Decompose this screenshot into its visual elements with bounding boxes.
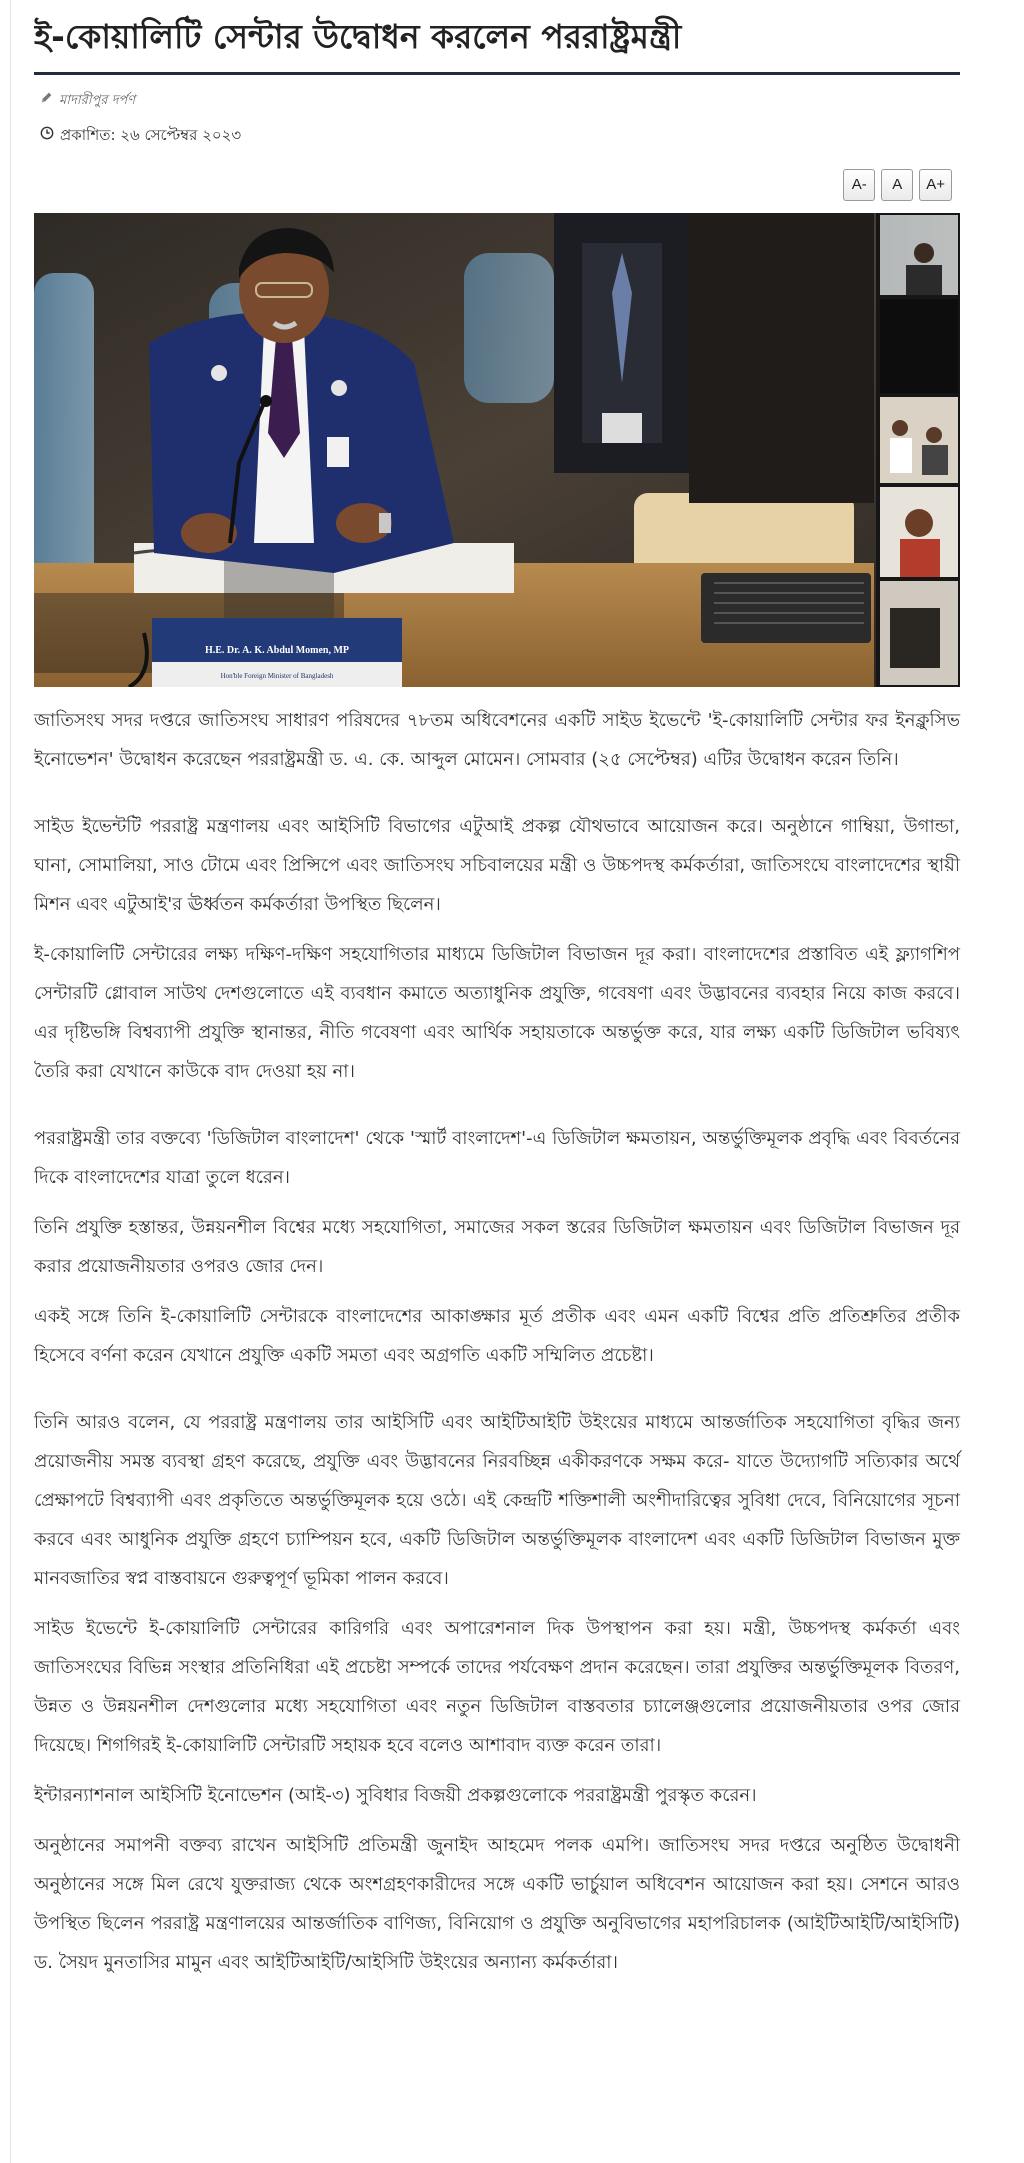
article-body [34, 701, 960, 1982]
paragraph: তিনি আরও বলেন, যে পররাষ্ট্র মন্ত্রণালয় তার আইসিটি এবং আইটিআইটি উইংয়ের মাধ্যমে আন্তর্জাতিক সহযোগিতা বৃদ্ধির জন্য প্রয়োজনীয় সমস্ত ব্যবস্থা গ্রহণ করেছে, প্রযুক্তি এবং উদ্ভাবনের নিরবচ্ছিন্ন একীকরণকে সক্ষম করে- যাতে উদ্যোগটি সত্যিকার অর্থে প্রেক্ষাপটে বিশ্বব্যাপী এবং প্রকৃতিতে অন্তর্ভুক্তিমূলক হয়ে ওঠে। এই কেন্দ্রটি শক্তিশালী অংশীদারিত্বের সুবিধা দেবে, বিনিয়োগের সূচনা করবে এবং আধুনিক প্রযুক্তি গ্রহণে চ্যাম্পিয়ন হবে, একটি ডিজিটাল অন্তর্ভুক্তিমূলক বাংলাদেশ এবং একটি ডিজিটাল বিভাজন মুক্ত মানবজাতির স্বপ্ন বাস্তবায়নে গুরুত্বপূর্ণ ভূমিকা পালন করবে। [34, 1412, 960, 1589]
article-photo [34, 213, 960, 687]
article [34, 0, 960, 1993]
paragraph: পররাষ্ট্রমন্ত্রী তার বক্তব্যে 'ডিজিটাল বাংলাদেশ' থেকে 'স্মার্ট বাংলাদেশ'-এ ডিজিটাল ক্ষমতায়ন, অন্তর্ভুক্তিমূলক প্রবৃদ্ধি এবং বিবর্তনের দিকে বাংলাদেশের যাত্রা তুলে ধরেন। [34, 1128, 960, 1188]
paragraph: তিনি প্রযুক্তি হস্তান্তর, উন্নয়নশীল বিশ্বের মধ্যে সহযোগিতা, সমাজের সকল স্তরের ডিজিটাল ক্ষমতায়ন এবং ডিজিটাল বিভাজন দূর করার প্রয়োজনীয়তার ওপরও জোর দেন। [34, 1217, 960, 1277]
paragraph: একই সঙ্গে তিনি ই-কোয়ালিটি সেন্টারকে বাংলাদেশের আকাঙ্ক্ষার মূর্ত প্রতীক এবং এমন একটি বিশ্বের প্রতি প্রতিশ্রুতির প্রতীক হিসেবে বর্ণনা করেন যেখানে প্রযুক্তি একটি সমতা এবং অগ্রগতি একটি সম্মিলিত প্রচেষ্টা। [34, 1306, 960, 1366]
font-reset-button[interactable]: A [881, 169, 913, 201]
paragraph: ই-কোয়ালিটি সেন্টারের লক্ষ্য দক্ষিণ-দক্ষিণ সহযোগিতার মাধ্যমে ডিজিটাল বিভাজন দূর করা। বাংলাদেশের প্রস্তাবিত এই ফ্ল্যাগশিপ সেন্টারটি গ্লোবাল সাউথ দেশগুলোতে এই ব্যবধান কমাতে অত্যাধুনিক প্রযুক্তি, গবেষণা এবং উদ্ভাবনের ব্যবহার নিয়ে কাজ করবে। এর দৃষ্টিভঙ্গি বিশ্বব্যাপী প্রযুক্তি স্থানান্তর, নীতি গবেষণা এবং আর্থিক সহায়তাকে অন্তর্ভুক্ত করে, যার লক্ষ্য একটি ডিজিটাল ভবিষ্যৎ তৈরি করা যেখানে কাউকে বাদ দেওয়া হয় না। [34, 944, 960, 1082]
author-line [34, 89, 960, 113]
published-line [34, 123, 960, 147]
clock-icon [40, 123, 54, 147]
font-size-controls [34, 169, 960, 205]
font-increase-button[interactable]: A+ [919, 169, 952, 201]
photo-caption-role: Hon'ble Foreign Minister of Bangladesh [220, 672, 334, 680]
pencil-icon [40, 89, 53, 113]
font-decrease-button[interactable]: A- [843, 169, 875, 201]
author-name[interactable]: মাদারীপুর দর্পণ [59, 93, 136, 108]
paragraph: অনুষ্ঠানের সমাপনী বক্তব্য রাখেন আইসিটি প্রতিমন্ত্রী জুনাইদ আহমেদ পলক এমপি। জাতিসংঘ সদর দপ্তরে অনুষ্ঠিত উদ্বোধনী অনুষ্ঠানের সঙ্গে মিল রেখে যুক্তরাজ্য থেকে অংশগ্রহণকারীদের সঙ্গে একটি ভার্চুয়াল অধিবেশন আয়োজন করা হয়। সেশনে আরও উপস্থিত ছিলেন পররাষ্ট্র মন্ত্রণালয়ের আন্তর্জাতিক বাণিজ্য, বিনিয়োগ ও প্রযুক্তি অনুবিভাগের মহাপরিচালক (আইটিআইটি/আইসিটি) ড. সৈয়দ মুনতাসির মামুন এবং আইটিআইটি/আইসিটি উইংয়ের অন্যান্য কর্মকর্তারা। [34, 1835, 960, 1973]
paragraph: সাইড ইভেন্টটি পররাষ্ট্র মন্ত্রণালয় এবং আইসিটি বিভাগের এটুআই প্রকল্প যৌথভাবে আয়োজন করে। অনুষ্ঠানে গাম্বিয়া, উগান্ডা, ঘানা, সোমালিয়া, সাও টোমে এবং প্রিন্সিপে এবং জাতিসংঘ সচিবালয়ের মন্ত্রী ও উচ্চপদস্থ কর্মকর্তারা, জাতিসংঘে বাংলাদেশের স্থায়ী মিশন এবং এটুআই'র ঊর্ধ্বতন কর্মকর্তারা উপস্থিত ছিলেন। [34, 816, 960, 915]
paragraph: ইন্টারন্যাশনাল আইসিটি ইনোভেশন (আই-৩) সুবিধার বিজয়ী প্রকল্পগুলোকে পররাষ্ট্রমন্ত্রী পুরস্কৃত করেন। [34, 1785, 757, 1806]
article-title: ই-কোয়ালিটি সেন্টার উদ্বোধন করলেন পররাষ্ট্রমন্ত্রী [34, 17, 682, 56]
paragraph: সাইড ইভেন্টে ই-কোয়ালিটি সেন্টারের কারিগরি এবং অপারেশনাল দিক উপস্থাপন করা হয়। মন্ত্রী, উচ্চপদস্থ কর্মকর্তা এবং জাতিসংঘের বিভিন্ন সংস্থার প্রতিনিধিরা এই প্রচেষ্টা সম্পর্কে তাদের পর্যবেক্ষণ প্রদান করেছেন। তারা প্রযুক্তির অন্তর্ভুক্তিমূলক বিতরণ, উন্নত ও উন্নয়নশীল দেশগুলোর মধ্যে সহযোগিতা এবং নতুন ডিজিটাল বাস্তবতার চ্যালেঞ্জগুলোর প্রয়োজনীয়তার ওপর জোর দিয়েছে। শিগগিরই ই-কোয়ালিটি সেন্টারটি সহায়ক হবে বলেও আশাবাদ ব্যক্ত করেন তারা। [34, 1618, 960, 1756]
photo-caption-name: H.E. Dr. A. K. Abdul Momen, MP [204, 645, 350, 656]
title-divider [34, 72, 960, 75]
paragraph: জাতিসংঘ সদর দপ্তরে জাতিসংঘ সাধারণ পরিষদের ৭৮তম অধিবেশনের একটি সাইড ইভেন্টে 'ই-কোয়ালিটি সেন্টার ফর ইনক্লুসিভ ইনোভেশন' উদ্বোধন করেছেন পররাষ্ট্রমন্ত্রী ড. এ. কে. আব্দুল মোমেন। সোমবার (২৫ সেপ্টেম্বর) এটির উদ্বোধন করেন তিনি। [34, 710, 960, 770]
page-left-border [10, 0, 11, 2163]
published-date: প্রকাশিত: ২৬ সেপ্টেম্বর ২০২৩ [60, 126, 242, 144]
